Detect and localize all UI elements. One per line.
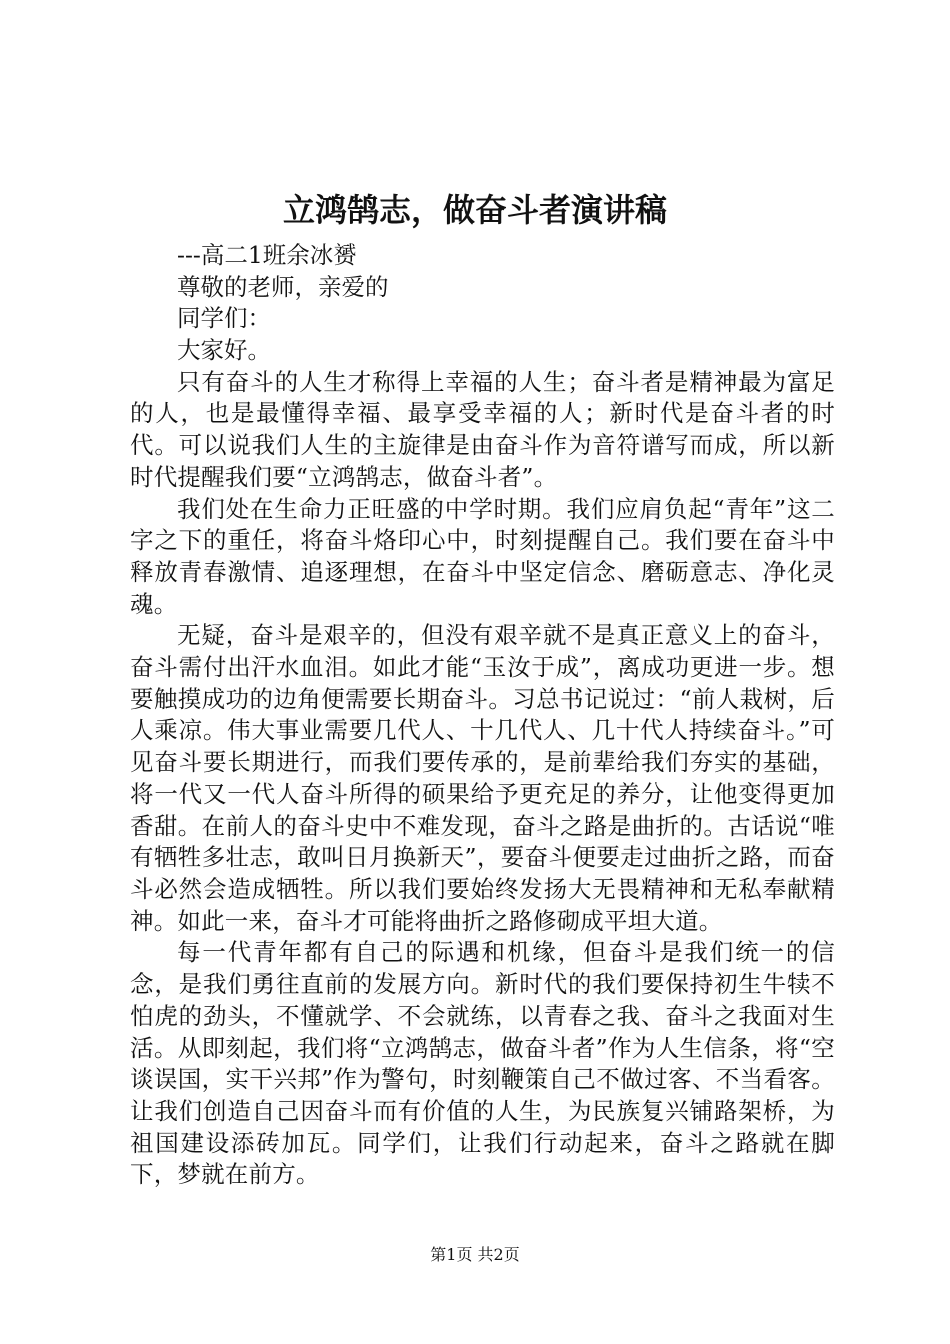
paragraph-3: 无疑，奋斗是艰辛的，但没有艰辛就不是真正意义上的奋斗，奋斗需付出汗水血泪。如此才能“玉汝于成”，离成功更进一步。想要触摸成功的边角便需要长期奋斗。习总书记说过：“前人栽树，后人乘凉。伟大事业需要几代人、十几代人、几十代人持续奋斗。”可见奋斗要长期进行，而我们要传承的，是前辈给我们夯实的基础，将一代又一代人奋斗所得的硕果给予更充足的养分，让他变得更加香甜。在前人的奋斗史中不难发现，奋斗之路是曲折的。古话说“唯有牺牲多壮志，敢叫日月换新天”，要奋斗便要走过曲折之路，而奋斗必然会造成牺牲。所以我们要始终发扬大无畏精神和无私奉献精神。如此一来，奋斗才可能将曲折之路修砌成平坦大道。 xyxy=(130,621,835,935)
document-title: 立鸿鹄志，做奋斗者演讲稿 xyxy=(282,191,667,229)
byline: ---高二1班余冰赟 xyxy=(177,241,357,269)
paragraph-2: 我们处在生命力正旺盛的中学时期。我们应肩负起“青年”这二字之下的重任，将奋斗烙印心中，时刻提醒自己。我们要在奋斗中释放青春激情、追逐理想，在奋斗中坚定信念、磨砺意志、净化灵魂。 xyxy=(130,494,835,618)
speech-body xyxy=(130,240,835,1191)
salutation-line-2: 同学们： xyxy=(177,304,271,333)
paragraph-1: 只有奋斗的人生才称得上幸福的人生；奋斗者是精神最为富足的人，也是最懂得幸福、最享受幸福的人；新时代是奋斗者的时代。可以说我们人生的主旋律是由奋斗作为音符谱写而成，所以新时代提醒我们要“立鸿鹄志，做奋斗者”。 xyxy=(130,367,835,491)
salutation-line-1: 尊敬的老师，亲爱的 xyxy=(177,272,389,301)
page-footer: 第1页 共2页 xyxy=(430,1245,520,1264)
greeting: 大家好。 xyxy=(177,336,271,365)
paragraph-4: 每一代青年都有自己的际遇和机缘，但奋斗是我们统一的信念，是我们勇往直前的发展方向。新时代的我们要保持初生牛犊不怕虎的劲头，不懂就学、不会就练，以青春之我、奋斗之我面对生活。从即刻起，我们将“立鸿鹄志，做奋斗者”作为人生信条，将“空谈误国，实干兴邦”作为警句，时刻鞭策自己不做过客、不当看客。让我们创造自己因奋斗而有价值的人生，为民族复兴铺路架桥，为祖国建设添砖加瓦。同学们，让我们行动起来，奋斗之路就在脚下，梦就在前方。 xyxy=(130,938,835,1189)
